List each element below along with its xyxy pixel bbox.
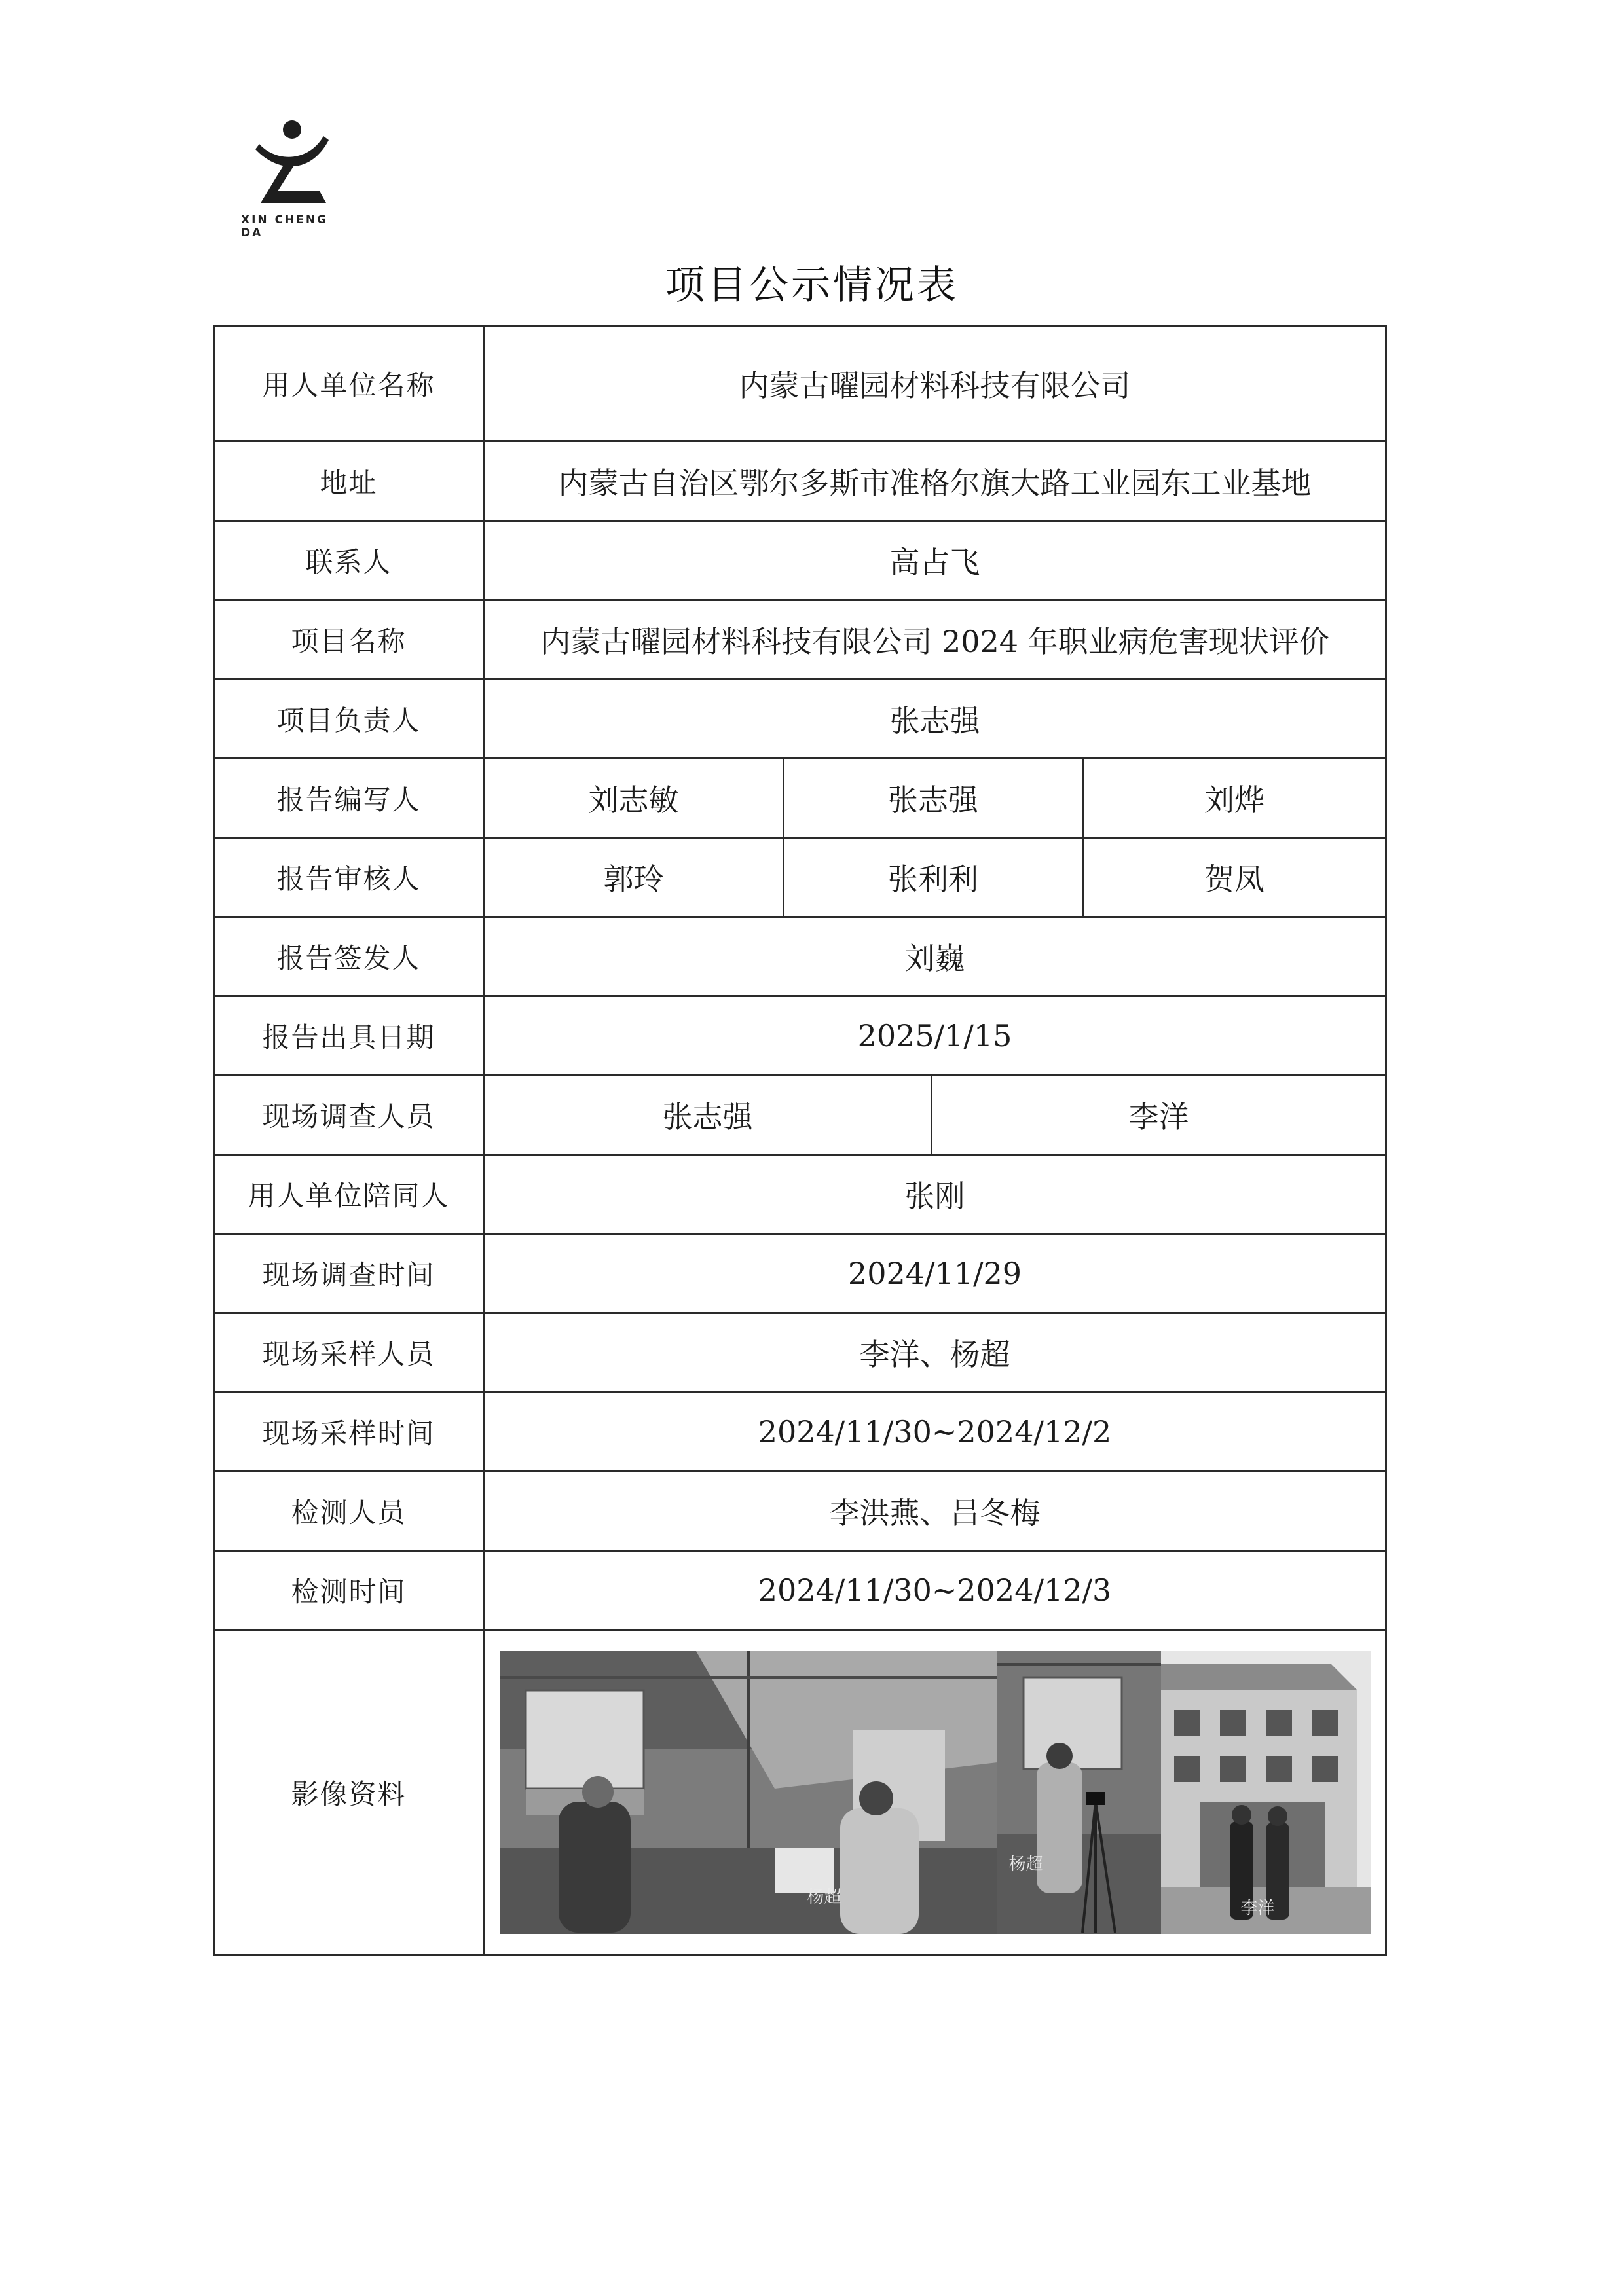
site-photo-building [1161,1651,1371,1934]
row-site-sampling-time [214,1393,1386,1472]
testing-time-value: 2024/11/30~2024/12/3 [484,1551,1386,1630]
row-report-reviewers [214,838,1386,917]
report-writer-cell: 张志强 [784,759,1083,838]
photo-caption: 杨超 [1008,1854,1043,1874]
employer-name-label: 用人单位名称 [214,326,484,441]
testers-value: 李洪燕、吕冬梅 [484,1472,1386,1551]
building-photo-image [1161,1651,1371,1934]
project-name-label: 项目名称 [214,600,484,680]
row-project-name [214,600,1386,680]
row-site-investigators [214,1076,1386,1155]
site-sampling-time-label: 现场采样时间 [214,1393,484,1472]
site-investigator-cell: 张志强 [484,1076,932,1155]
report-date-label: 报告出具日期 [214,996,484,1076]
row-testing-time [214,1551,1386,1630]
row-contact [214,521,1386,600]
company-logo [241,117,346,240]
photo-caption: 李洋 [1240,1898,1275,1918]
project-leader-value: 张志强 [484,680,1386,759]
project-leader-label: 项目负责人 [214,680,484,759]
row-report-writers [214,759,1386,838]
site-investigators-label: 现场调查人员 [214,1076,484,1155]
report-reviewers-label: 报告审核人 [214,838,484,917]
images-label: 影像资料 [214,1630,484,1955]
report-writer-cell: 刘烨 [1083,759,1386,838]
sampling-photo-image [997,1651,1161,1934]
report-issuer-label: 报告签发人 [214,917,484,996]
site-photo-sampling [997,1651,1161,1934]
project-info-table [213,325,1387,1956]
site-investigator-cell: 李洋 [932,1076,1386,1155]
site-investigation-time-label: 现场调查时间 [214,1234,484,1313]
logo-mark-icon [246,117,338,208]
row-employer-name [214,326,1386,441]
report-reviewer-cell: 张利利 [784,838,1083,917]
row-project-leader [214,680,1386,759]
row-report-date [214,996,1386,1076]
employer-name-value: 内蒙古曜园材料科技有限公司 [484,326,1386,441]
workshop-photo-image [500,1651,997,1934]
images-cell [484,1630,1386,1955]
report-writer-cell: 刘志敏 [484,759,784,838]
photo-strip [500,1651,1371,1934]
row-testers [214,1472,1386,1551]
address-label: 地址 [214,441,484,521]
row-report-issuer [214,917,1386,996]
testers-label: 检测人员 [214,1472,484,1551]
contact-value: 高占飞 [484,521,1386,600]
site-sampling-time-value: 2024/11/30~2024/12/2 [484,1393,1386,1472]
contact-label: 联系人 [214,521,484,600]
employer-escort-value: 张刚 [484,1155,1386,1234]
report-writers-label: 报告编写人 [214,759,484,838]
site-photo-workshop [500,1651,997,1934]
site-investigation-time-value: 2024/11/29 [484,1234,1386,1313]
report-reviewer-cell: 贺凤 [1083,838,1386,917]
row-images [214,1630,1386,1955]
report-issuer-value: 刘巍 [484,917,1386,996]
report-date-value: 2025/1/15 [484,996,1386,1076]
report-reviewer-cell: 郭玲 [484,838,784,917]
row-site-investigation-time [214,1234,1386,1313]
row-site-samplers [214,1313,1386,1393]
project-name-value: 内蒙古曜园材料科技有限公司 2024 年职业病危害现状评价 [484,600,1386,680]
site-samplers-label: 现场采样人员 [214,1313,484,1393]
logo-text: XIN CHENG DA [241,213,329,240]
employer-escort-label: 用人单位陪同人 [214,1155,484,1234]
page-title: 项目公示情况表 [665,263,959,308]
row-address [214,441,1386,521]
testing-time-label: 检测时间 [214,1551,484,1630]
address-value: 内蒙古自治区鄂尔多斯市准格尔旗大路工业园东工业基地 [484,441,1386,521]
site-samplers-value: 李洋、杨超 [484,1313,1386,1393]
photo-caption: 杨超 [807,1887,841,1907]
row-employer-escort [214,1155,1386,1234]
